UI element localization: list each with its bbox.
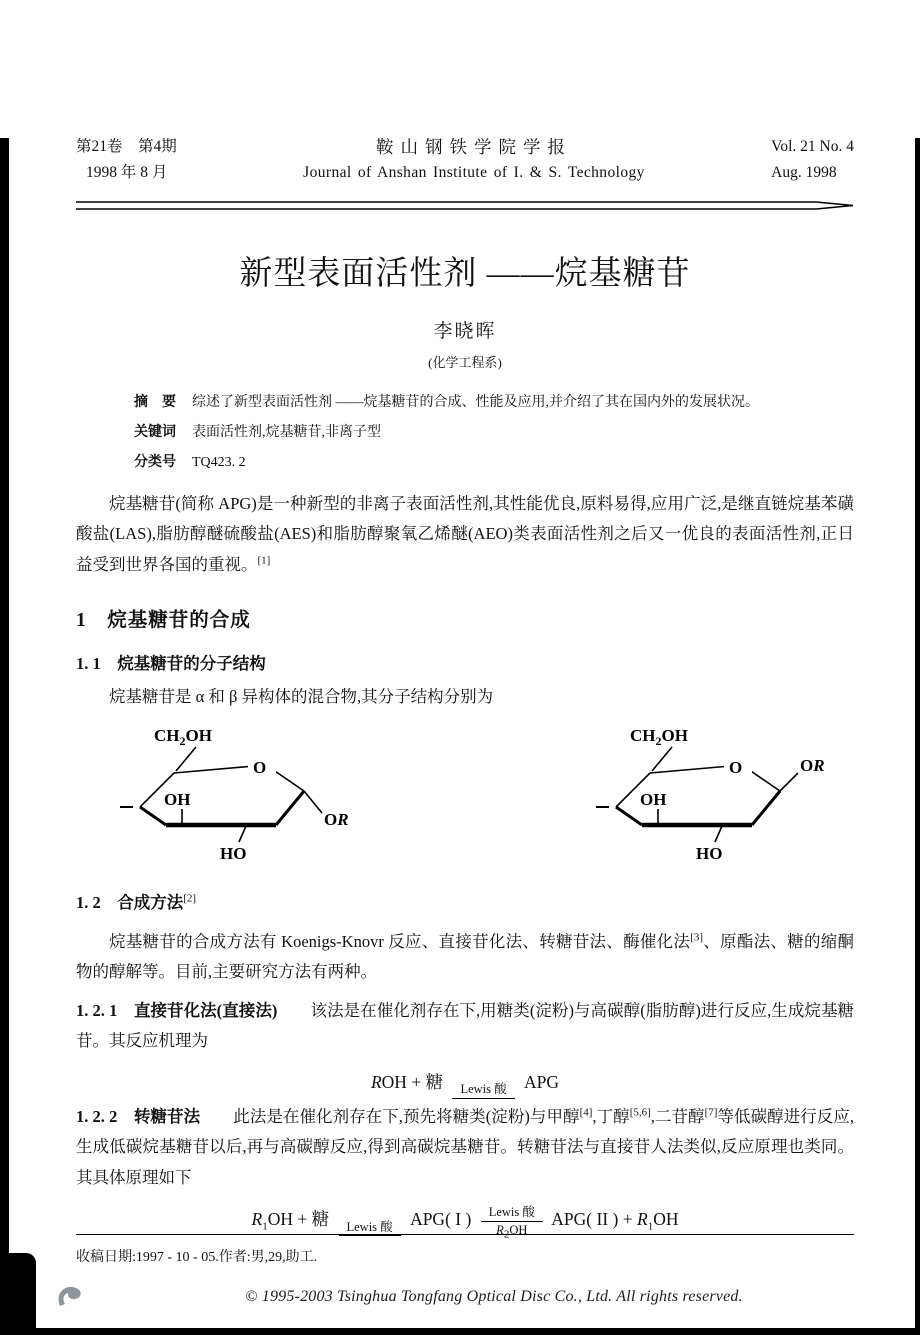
- classification-value: TQ423. 2: [192, 454, 246, 470]
- formula2-apg1: APG( I ): [410, 1209, 472, 1230]
- formula2-r1: R: [251, 1209, 263, 1230]
- scan-edge-right: [915, 138, 920, 1335]
- paper-title: 新型表面活性剂 ——烷基糖苷: [239, 256, 691, 293]
- ho-label: HO: [696, 843, 723, 863]
- formula1-r: R: [370, 1071, 382, 1092]
- abstract-label: 摘 要: [134, 395, 176, 411]
- ch2oh-label: $CH_2OH$: [630, 725, 688, 748]
- sugar-ring-structure-beta: [594, 721, 844, 871]
- ring-oxygen-label: O: [253, 757, 267, 777]
- journal-name-en: Journal of Anshan Institute of I. & S. Technology: [303, 164, 645, 181]
- molecular-structures: [76, 713, 854, 871]
- date-cn: 1998 年 8 月: [86, 163, 168, 181]
- reaction-line: [452, 1098, 514, 1099]
- ch2oh-label: $CH_2OH$: [154, 725, 212, 748]
- formula2-sub2: 2: [503, 1228, 510, 1241]
- catalyst-label: Lewis 酸: [346, 1219, 393, 1234]
- scan-edge-left: [0, 138, 9, 1335]
- section-1-2-1-paragraph: [76, 996, 854, 1057]
- reaction-arrow-with-reagent-icon: [481, 1205, 543, 1241]
- sugar-ring-structure-alpha: [118, 721, 368, 871]
- received-date-note: 收稿日期:1997 - 10 - 05.作者:男,29,助工.: [76, 1250, 318, 1265]
- date-en: Aug. 1998: [771, 163, 837, 181]
- trans-text-4: 等低碳醇进行反应,生成低碳烷基糖苷以后,再与高碳醇反应,得到高碳烷基糖苷。转糖苷法与直接苷人法类似,反应原理也类同。其具体原理如下: [76, 1106, 855, 1187]
- abstract-text: 综述了新型表面活性剂 ——烷基糖苷的合成、性能及应用,并介绍了其在国内外的发展状况。: [192, 395, 759, 411]
- formula2-sub1b: 1: [647, 1220, 654, 1233]
- author-name: 李晓晖: [433, 321, 497, 343]
- reaction-formula-1: [76, 1069, 854, 1097]
- formula2-rhs-tail: OH: [653, 1209, 679, 1230]
- section-1-2-heading: [76, 889, 854, 913]
- formula2-apg2: APG( II ) +: [551, 1209, 633, 1230]
- copyright-footer: [46, 1284, 902, 1310]
- reaction-arrow-icon: [452, 1082, 514, 1098]
- volume-issue-block: [76, 134, 177, 185]
- formula1-lhs: OH + 糖: [381, 1071, 444, 1092]
- intro-paragraph: [76, 489, 854, 581]
- header-rule-arrow-icon: [76, 197, 854, 215]
- reference-marker-3: [3]: [690, 931, 704, 944]
- keywords-row: [134, 421, 796, 445]
- trans-text-2: ,丁醇: [592, 1106, 630, 1126]
- reference-marker-1: [1]: [257, 554, 271, 567]
- formula2-r2: R: [496, 1222, 504, 1237]
- formula2-sub1: 1: [262, 1220, 268, 1233]
- reference-marker-7: [7]: [704, 1106, 718, 1119]
- abstract-row: [134, 391, 796, 415]
- journal-name-cn: 鞍山钢铁学院学报: [375, 137, 572, 157]
- reference-marker-4: [4]: [579, 1106, 593, 1119]
- section-1-2-1-text: 该法是在催化剂存在下,用糖类(淀粉)与高碳醇(脂肪醇)进行反应,生成烷基糖苷。其反应机理为: [76, 1000, 854, 1051]
- scan-corner-blob: [0, 1253, 36, 1335]
- catalyst-label: Lewis 酸: [460, 1082, 507, 1097]
- intro-text: 烷基糖苷(简称 APG)是一种新型的非离子表面活性剂,其性能优良,原料易得,应用广泛,是继直链烷基苯磺酸盐(LAS),脂肪醇醚硫酸盐(AES)和脂肪醇聚氧乙烯醚(AEO)类表面活性剂之后又一优良的表面活性剂,正日益受到世界各国的重视。: [76, 493, 854, 574]
- catalyst-label: Lewis 酸: [488, 1205, 535, 1220]
- section-1-1-heading: 1. 1 烷基糖苷的分子结构: [76, 654, 266, 674]
- abstract-section: [134, 391, 796, 474]
- oh-label: OH: [640, 789, 667, 809]
- volume-issue-cn: 第21卷 第4期: [76, 138, 177, 155]
- author-affiliation: (化学工程系): [428, 355, 502, 371]
- section-1-2-1-heading: 1. 2. 1 直接苷化法(直接法): [76, 1000, 278, 1020]
- trans-text-1: 此法是在催化剂存在下,预先将糖类(淀粉)与甲醇: [200, 1106, 580, 1126]
- ho-label: HO: [220, 843, 247, 863]
- copyright-text: © 1995-2003 Tsinghua Tongfang Optical Disc Co., Ltd. All rights reserved.: [245, 1288, 743, 1305]
- section-1-2-2-paragraph: [76, 1102, 854, 1194]
- tongfang-logo-icon: [54, 1284, 86, 1310]
- or-label: OR: [324, 809, 349, 829]
- ring-oxygen-label: O: [729, 757, 743, 777]
- formula2-lhs: OH + 糖: [267, 1209, 330, 1230]
- methods-text-1: 烷基糖苷的合成方法有 Koenigs-Knovr 反应、直接苷化法、转糖苷法、酶催化法: [109, 931, 691, 951]
- section-1-2-2-heading: 1. 2. 2 转糖苷法: [76, 1106, 201, 1126]
- methods-text-2: 、原酯法、糖的缩酮物的醇解等。目前,主要研究方法有两种。: [76, 931, 855, 982]
- structure-intro-text: 烷基糖苷是 α 和 β 异构体的混合物,其分子结构分别为: [109, 687, 494, 707]
- reaction-formula-2: [76, 1205, 854, 1241]
- formula2-r2-tail: OH: [509, 1222, 528, 1237]
- paper-body: [76, 489, 855, 1241]
- formula1-rhs: APG: [524, 1071, 560, 1092]
- trans-text-3: ,二苷醇: [650, 1106, 705, 1126]
- reference-marker-5-6: [5,6]: [629, 1106, 651, 1119]
- volume-issue-en-block: [771, 134, 854, 185]
- synthesis-methods-paragraph: [76, 927, 854, 988]
- keywords-label: 关键词: [134, 424, 176, 440]
- journal-header: [76, 134, 854, 185]
- keywords-text: 表面活性剂,烷基糖苷,非离子型: [192, 424, 381, 440]
- classification-row: [134, 451, 796, 475]
- reference-marker-2: [2]: [183, 892, 197, 905]
- journal-name-block: [303, 134, 645, 182]
- formula2-r1b: R: [637, 1209, 648, 1230]
- volume-en: Vol. 21 No. 4: [771, 138, 854, 155]
- section-1-2-heading-text: 1. 2 合成方法: [76, 892, 184, 912]
- classification-label: 分类号: [134, 454, 176, 470]
- section-1-heading: 1 烷基糖苷的合成: [76, 610, 251, 632]
- oh-label: OH: [164, 789, 191, 809]
- or-label: OR: [800, 755, 825, 775]
- footnote-block: [76, 1234, 854, 1266]
- scan-edge-bottom: [0, 1328, 920, 1335]
